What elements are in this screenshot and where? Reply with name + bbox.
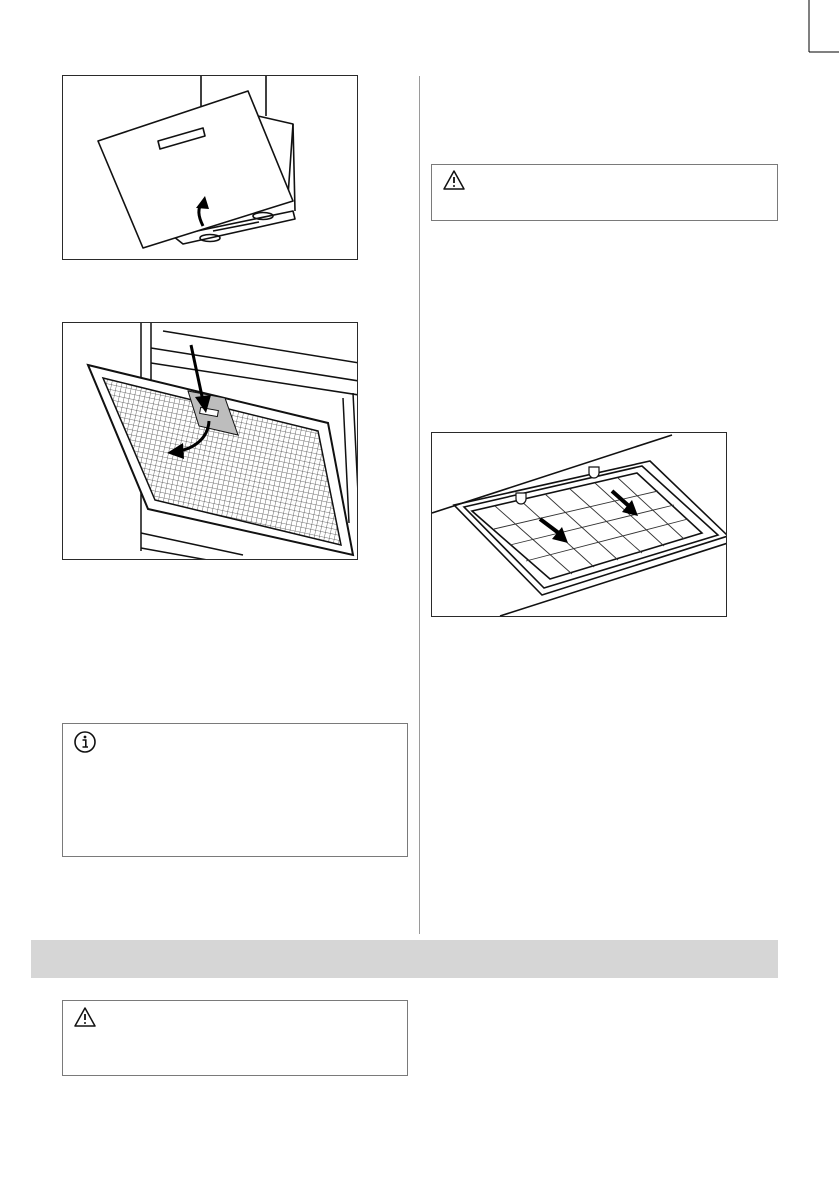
warning-triangle-icon bbox=[73, 1006, 97, 1033]
figure-remove-grease-filter bbox=[62, 322, 358, 560]
info-circle-icon bbox=[73, 730, 97, 759]
info-note bbox=[62, 723, 408, 857]
crop-marks bbox=[0, 0, 839, 60]
section-heading-bar bbox=[31, 940, 778, 978]
warning-note-top bbox=[431, 164, 778, 221]
column-divider bbox=[419, 76, 420, 934]
warning-note-bottom bbox=[62, 1000, 408, 1076]
figure-filter-insert bbox=[431, 432, 727, 617]
warning-triangle-icon bbox=[442, 169, 466, 196]
diagonal-arrow-left-icon bbox=[540, 519, 568, 543]
diagonal-arrow-right-icon bbox=[612, 491, 638, 516]
figure-raise-panel bbox=[62, 75, 358, 260]
